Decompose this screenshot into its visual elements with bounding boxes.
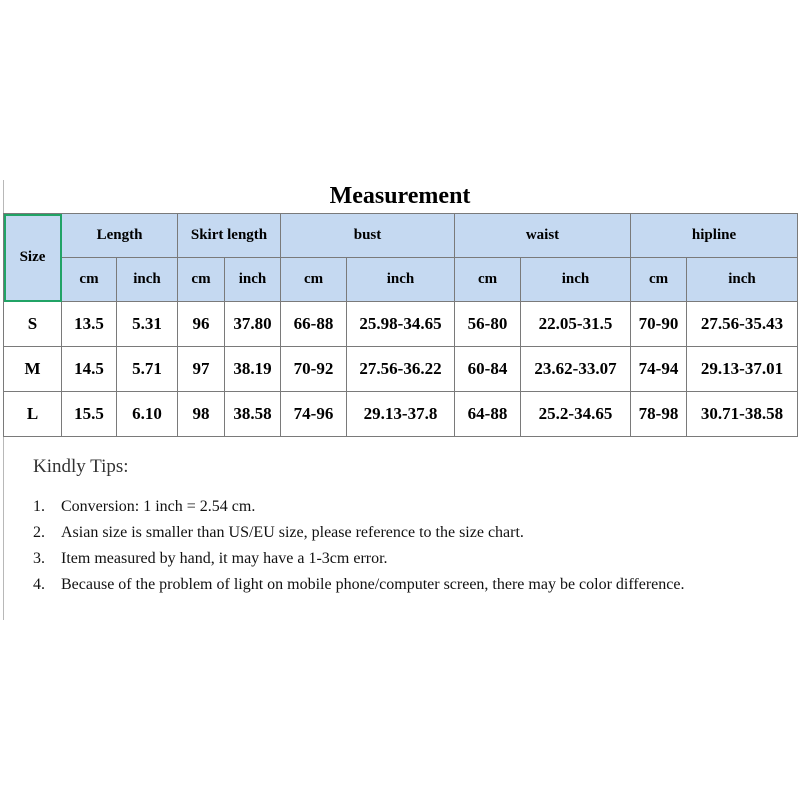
group-header-length: Length bbox=[62, 214, 178, 258]
size-header-cell[interactable]: Size bbox=[4, 214, 62, 302]
table-cell: 78-98 bbox=[631, 392, 687, 437]
list-item-text: Because of the problem of light on mobile phone/computer screen, there may be color difference. bbox=[61, 576, 685, 593]
table-cell: 74-96 bbox=[281, 392, 347, 437]
group-header-skirt-length: Skirt length bbox=[178, 214, 281, 258]
tips-list bbox=[33, 494, 773, 597]
table-cell: 15.5 bbox=[62, 392, 117, 437]
table-cell: 25.98-34.65 bbox=[347, 302, 455, 347]
table-cell: 74-94 bbox=[631, 347, 687, 392]
table-cell: 70-92 bbox=[281, 347, 347, 392]
group-header-hipline: hipline bbox=[631, 214, 798, 258]
group-header-waist: waist bbox=[455, 214, 631, 258]
table-cell: 13.5 bbox=[62, 302, 117, 347]
list-item bbox=[33, 572, 773, 597]
table-cell: 29.13-37.01 bbox=[687, 347, 798, 392]
group-header-bust: bust bbox=[281, 214, 455, 258]
list-item-text: Item measured by hand, it may have a 1-3cm error. bbox=[61, 550, 388, 567]
size-chart-table bbox=[3, 213, 798, 437]
kindly-tips bbox=[33, 454, 773, 598]
table-cell: 30.71-38.58 bbox=[687, 392, 798, 437]
table-cell: 38.58 bbox=[225, 392, 281, 437]
unit-header-cell: inch bbox=[225, 258, 281, 302]
size-label-cell: M bbox=[4, 347, 62, 392]
table-cell: 6.10 bbox=[117, 392, 178, 437]
list-item-number: 2. bbox=[33, 524, 45, 541]
table-cell: 22.05-31.5 bbox=[521, 302, 631, 347]
table-cell: 97 bbox=[178, 347, 225, 392]
table-cell: 29.13-37.8 bbox=[347, 392, 455, 437]
table-cell: 5.71 bbox=[117, 347, 178, 392]
unit-header-cell: cm bbox=[62, 258, 117, 302]
table-cell: 70-90 bbox=[631, 302, 687, 347]
table-cell: 37.80 bbox=[225, 302, 281, 347]
unit-header-cell: inch bbox=[117, 258, 178, 302]
unit-header-row bbox=[4, 258, 798, 302]
table-cell: 27.56-36.22 bbox=[347, 347, 455, 392]
table-cell: 23.62-33.07 bbox=[521, 347, 631, 392]
list-item-text: Conversion: 1 inch = 2.54 cm. bbox=[61, 498, 256, 515]
tips-title: Kindly Tips: bbox=[33, 456, 129, 477]
table-cell: 27.56-35.43 bbox=[687, 302, 798, 347]
measurement-title: Measurement bbox=[329, 183, 471, 209]
unit-header-cell: cm bbox=[631, 258, 687, 302]
list-item-number: 1. bbox=[33, 498, 45, 515]
unit-header-cell: inch bbox=[347, 258, 455, 302]
unit-header-cell: cm bbox=[281, 258, 347, 302]
table-cell: 5.31 bbox=[117, 302, 178, 347]
list-item bbox=[33, 520, 773, 545]
table-cell: 56-80 bbox=[455, 302, 521, 347]
table-cell: 66-88 bbox=[281, 302, 347, 347]
table-row bbox=[4, 347, 798, 392]
table-cell: 60-84 bbox=[455, 347, 521, 392]
group-header-row bbox=[4, 214, 798, 258]
unit-header-cell: cm bbox=[455, 258, 521, 302]
list-item bbox=[33, 546, 773, 571]
table-cell: 96 bbox=[178, 302, 225, 347]
list-item-number: 4. bbox=[33, 576, 45, 593]
table-cell: 25.2-34.65 bbox=[521, 392, 631, 437]
table-cell: 98 bbox=[178, 392, 225, 437]
list-item bbox=[33, 494, 773, 519]
table-cell: 64-88 bbox=[455, 392, 521, 437]
list-item-number: 3. bbox=[33, 550, 45, 567]
table-cell: 14.5 bbox=[62, 347, 117, 392]
unit-header-cell: inch bbox=[687, 258, 798, 302]
table-cell: 38.19 bbox=[225, 347, 281, 392]
unit-header-cell: cm bbox=[178, 258, 225, 302]
table-row bbox=[4, 302, 798, 347]
table-row bbox=[4, 392, 798, 437]
unit-header-cell: inch bbox=[521, 258, 631, 302]
size-label-cell: L bbox=[4, 392, 62, 437]
size-label-cell: S bbox=[4, 302, 62, 347]
list-item-text: Asian size is smaller than US/EU size, please reference to the size chart. bbox=[61, 524, 524, 541]
